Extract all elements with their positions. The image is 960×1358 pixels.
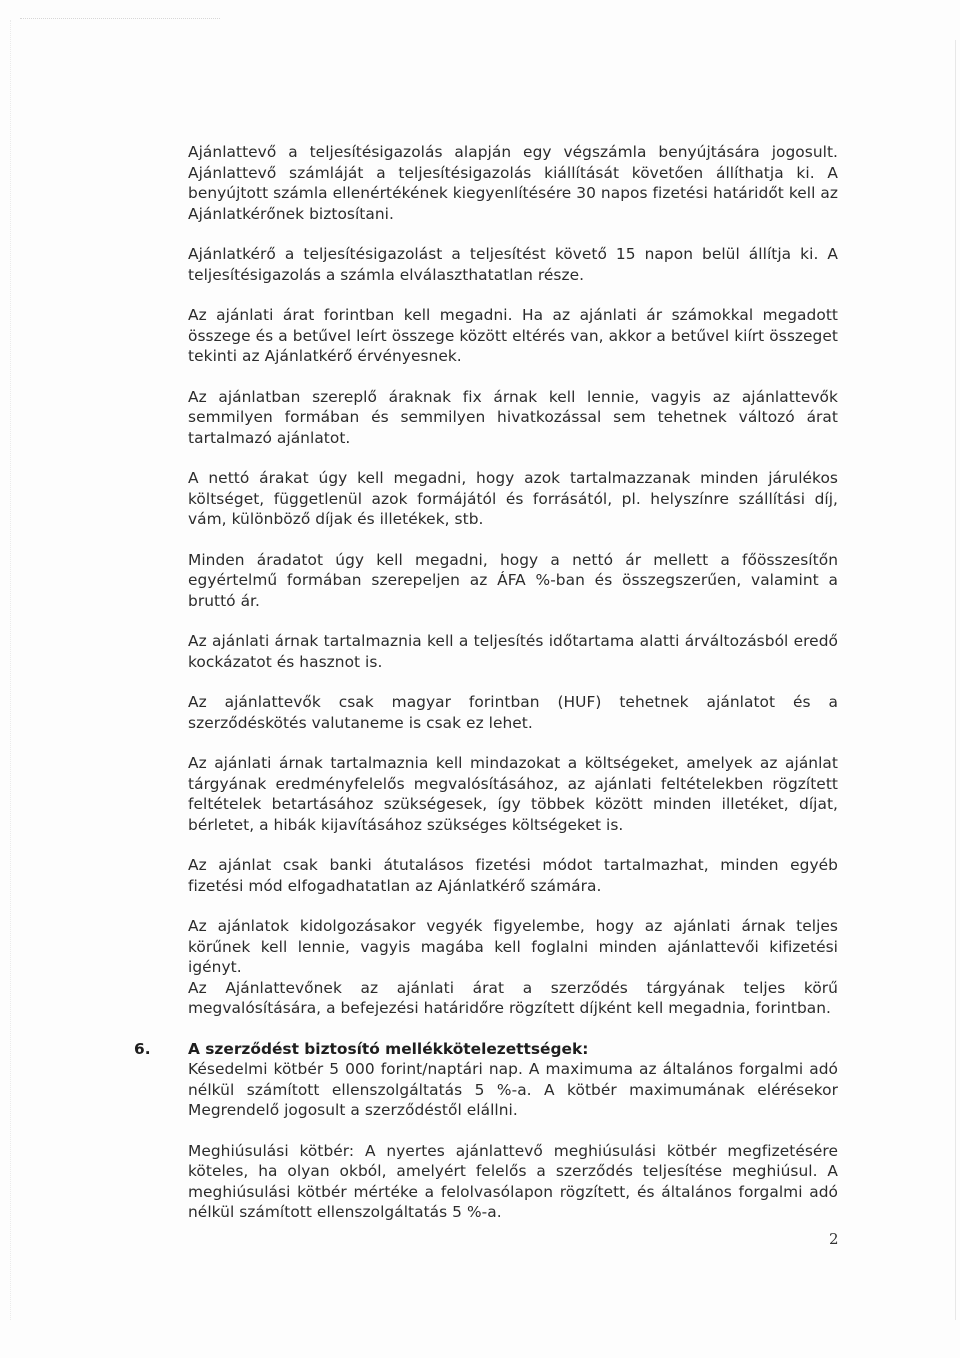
paragraph-failure-penalty: Meghiúsulási kötbér: A nyertes ajánlattevő meghiúsulási kötbér megfizetésére köteles, ha olyan okból, amelyért felelős a szerződés teljesítése meghiúsul. A meghiúsulási kötbér mértéke a felolvasólapon rögzített, és általános forgalmi adó nélkül számított ellenszolgáltatás 5 %-a. bbox=[188, 1141, 838, 1221]
paragraph-fixed-price: Az ajánlatban szereplő áraknak fix árnak kell lennie, vagyis az ajánlattevők semmilyen formában és semmilyen hivatkozással sem tehetnek változó árat tartalmazó ajánlatot. bbox=[188, 387, 838, 447]
paragraph-delay-penalty: Késedelmi kötbér 5 000 forint/naptári nap. A maximuma az általános forgalmi adó nélkül számított ellenszolgáltatás 5 %-a. A kötbér maximumának elérésekor Megrendelő jogosult a szerződéstől elállni. bbox=[188, 1060, 838, 1119]
paragraph-price-risk: Az ajánlati árnak tartalmaznia kell a teljesítés időtartama alatti árváltozásból eredő kockázatot és hasznot is. bbox=[188, 632, 838, 671]
scan-artifact-left bbox=[10, 20, 19, 1320]
page-number: 2 bbox=[829, 1230, 839, 1248]
paragraph-final-invoice: Ajánlattevő a teljesítésigazolás alapján egy végszámla benyújtására jogosult. Ajánlattevő számláját a teljesítésigazolás kiállítását követően állíthatja ki. A benyújtott számla ellenértékének kiegyenlítésére 30 napos fizetési határidőt kell az Ajánlatkérőnek biztosítani. bbox=[188, 143, 838, 223]
paragraph-fixed-fee: Az Ajánlattevőnek az ajánlati árat a szerződés tárgyának teljes körű megvalósítására, a befejezési határidőre rögzített díjként kell megadnia, forintban. bbox=[188, 978, 838, 1017]
section-title: A szerződést biztosító mellékkötelezettségek: bbox=[188, 1039, 589, 1058]
paragraph-bank-transfer: Az ajánlat csak banki átutalásos fizetési módot tartalmazhat, minden egyéb fizetési mód elfogadhatatlan az Ajánlatkérő számára. bbox=[188, 856, 838, 895]
paragraph-net-prices: A nettó árakat úgy kell megadni, hogy azok tartalmazzanak minden járulékos költséget, függetlenül azok formájától és forrásától, pl. helyszínre szállítási díj, vám, különböző díjak és illetékek, stb. bbox=[188, 469, 838, 528]
paragraph-huf-currency: Az ajánlattevők csak magyar forintban (HUF) tehetnek ajánlatot és a szerződéskötés valutaneme is csak ez lehet. bbox=[188, 693, 838, 732]
document-body bbox=[134, 142, 838, 1243]
section-number: 6. bbox=[134, 1039, 151, 1058]
paragraph-all-costs: Az ajánlati árnak tartalmaznia kell mindazokat a költségeket, amelyek az ajánlat tárgyának eredményfelelős megvalósításához, az ajánlati feltételekben rögzített feltételek betartásához szükségesek, így többek között minden illetéket, díjat, bérletet, a hibák kijavításához szükséges költségeket is. bbox=[188, 754, 838, 834]
scan-artifact-right bbox=[953, 40, 956, 1320]
section-6 bbox=[134, 1039, 838, 1223]
paragraph-price-in-forint: Az ajánlati árat forintban kell megadni. Ha az ajánlati ár számokkal megadott összege és a betűvel leírt összege között eltérés van, akkor a betűvel kiírt összeget tekinti az Ajánlatkérő érvényesnek. bbox=[188, 306, 838, 365]
paragraph-price-data-vat: Minden áradatot úgy kell megadni, hogy a nettó ár mellett a főösszesítőn egyértelmű formában szerepeljen az ÁFA %-ban és összegszerűen, valamint a bruttó ár. bbox=[188, 550, 838, 610]
scan-artifact-top bbox=[20, 18, 220, 21]
paragraph-complete-price: Az ajánlatok kidolgozásakor vegyék figyelembe, hogy az ajánlati árnak teljes körűnek kell lennie, vagyis magába kell foglalni minden ajánlattevői kifizetési igényt. bbox=[188, 917, 838, 976]
paragraph-certificate-issue: Ajánlatkérő a teljesítésigazolást a teljesítést követő 15 napon belül állítja ki. A teljesítésigazolás a számla elválaszthatatlan része. bbox=[188, 245, 838, 284]
